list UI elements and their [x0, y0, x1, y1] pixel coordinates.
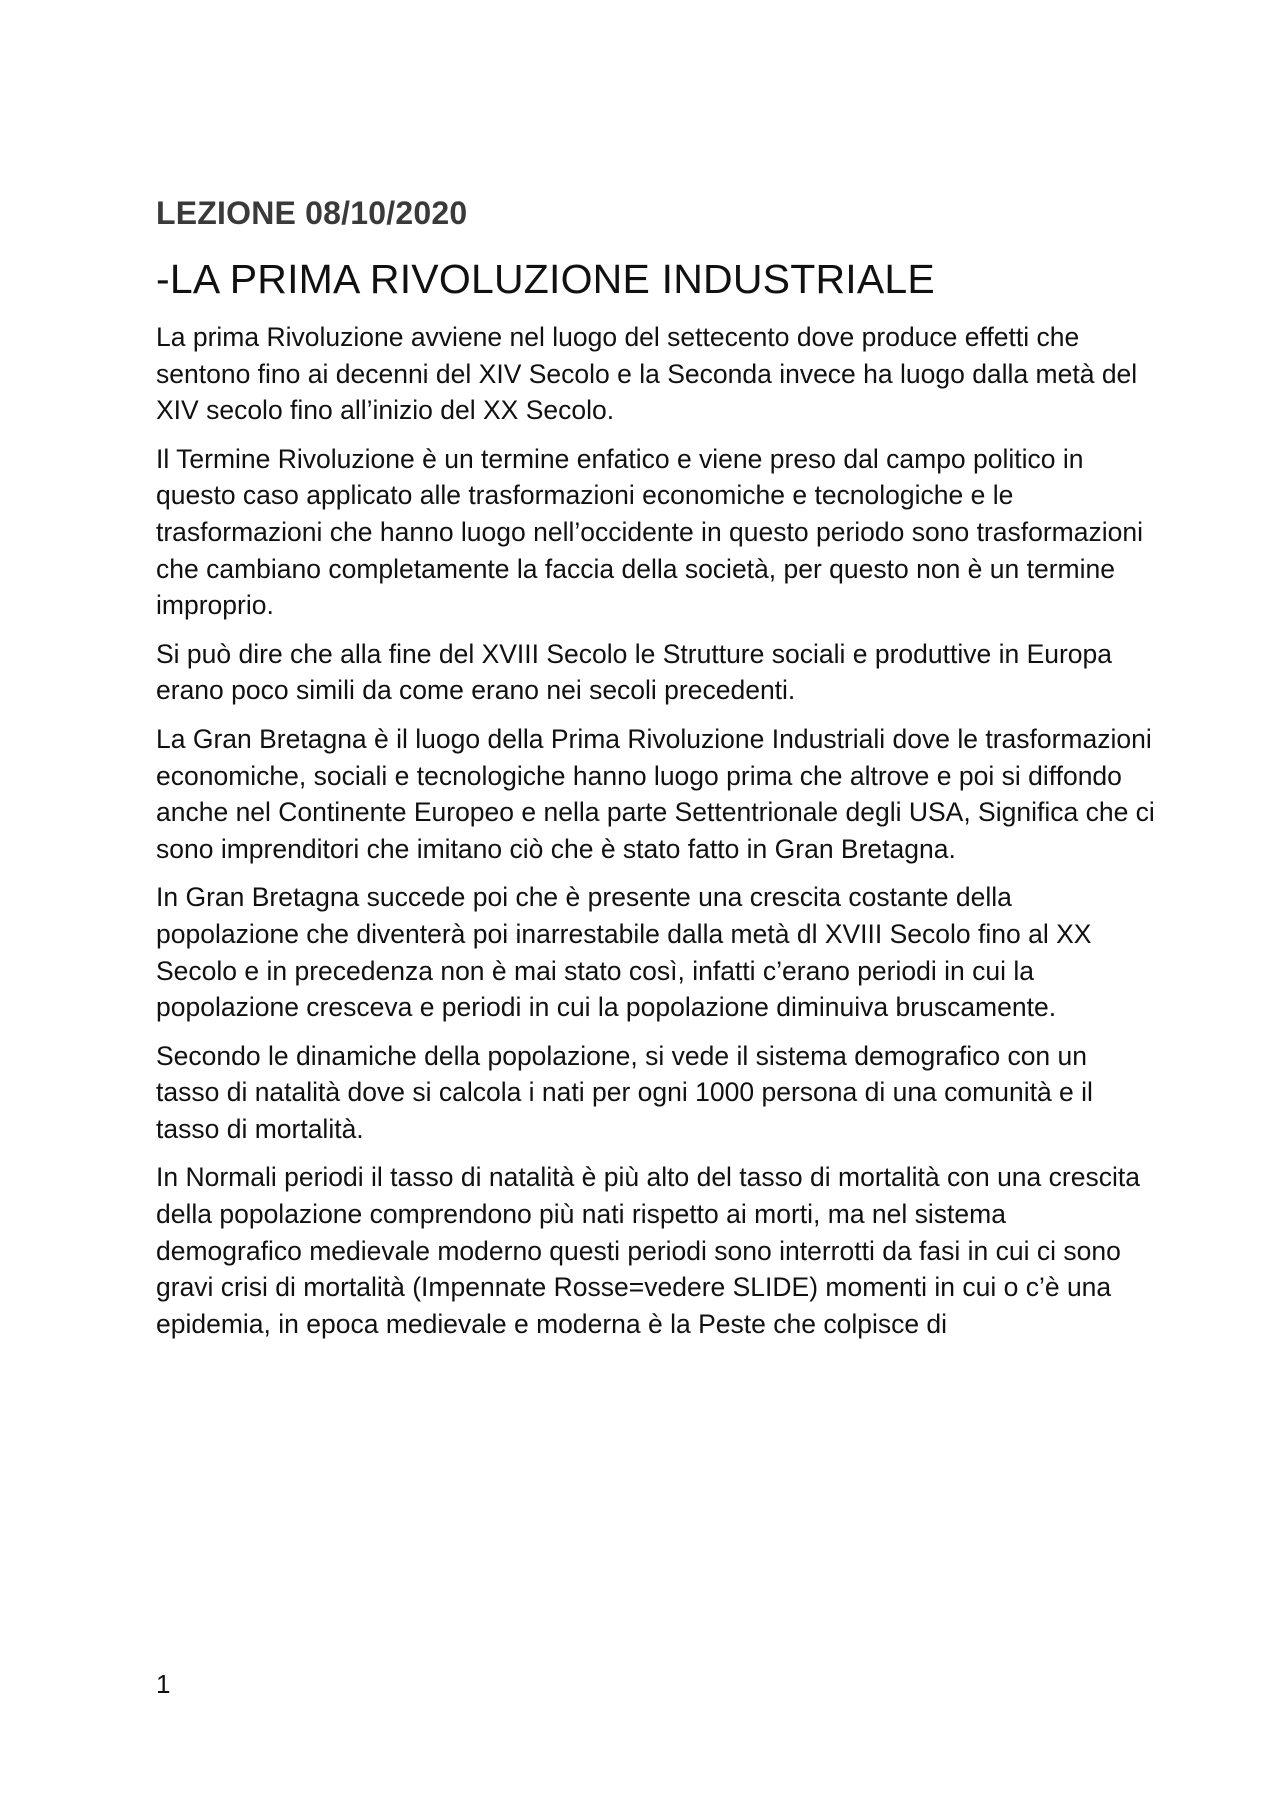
- body-paragraph: Il Termine Rivoluzione è un termine enfatico e viene preso dal campo politico in questo caso applicato alle trasformazioni economiche e tecnologiche e le trasformazioni che hanno luogo nell’occidente in questo periodo sono trasformazioni che cambiano completamente la faccia della società, per questo non è un termine improprio.: [156, 443, 1143, 621]
- body-paragraph: In Gran Bretagna succede poi che è presente una crescita costante della popolazione che diventerà poi inarrestabile dalla metà dl XVIII Secolo fino al XX Secolo e in precedenza non è mai stato così, infatti c’erano periodi in cui la popolazione cresceva e periodi in cui la popolazione diminuiva bruscamente.: [156, 882, 1092, 1023]
- section-title: -LA PRIMA RIVOLUZIONE INDUSTRIALE: [156, 256, 935, 302]
- body-paragraph: Secondo le dinamiche della popolazione, si vede il sistema demografico con un tasso di natalità dove si calcola i nati per ogni 1000 persona di una comunità e il tasso di mortalità.: [156, 1040, 1093, 1144]
- lesson-heading: LEZIONE 08/10/2020: [156, 195, 468, 231]
- body-paragraph: La Gran Bretagna è il luogo della Prima Rivoluzione Industriali dove le trasformazioni economiche, sociali e tecnologiche hanno luogo prima che altrove e poi si diffondo anche nel Continente Europeo e nella parte Settentrionale degli USA, Significa che ci sono imprenditori che imitano ciò che è stato fatto in Gran Bretagna.: [156, 723, 1155, 864]
- body-paragraph: La prima Rivoluzione avviene nel luogo del settecento dove produce effetti che sentono fino ai decenni del XIV Secolo e la Seconda invece ha luogo dalla metà del XIV secolo fino all’inizio del XX Secolo.: [156, 322, 1138, 426]
- body-paragraph: In Normali periodi il tasso di natalità è più alto del tasso di mortalità con una crescita della popolazione comprendono più nati rispetto ai morti, ma nel sistema demografico medievale moderno questi periodi sono interrotti da fasi in cui ci sono gravi crisi di mortalità (Impennate Rosse=vedere SLIDE) momenti in cui o c’è una epidemia, in epoca medievale e moderna è la Peste che colpisce di: [156, 1162, 1140, 1339]
- page-number: 1: [156, 1669, 171, 1699]
- page-content: [156, 193, 1156, 1342]
- body-paragraph: Si può dire che alla fine del XVIII Secolo le Strutture sociali e produttive in Europa erano poco simili da come erano nei secoli precedenti.: [156, 638, 1113, 706]
